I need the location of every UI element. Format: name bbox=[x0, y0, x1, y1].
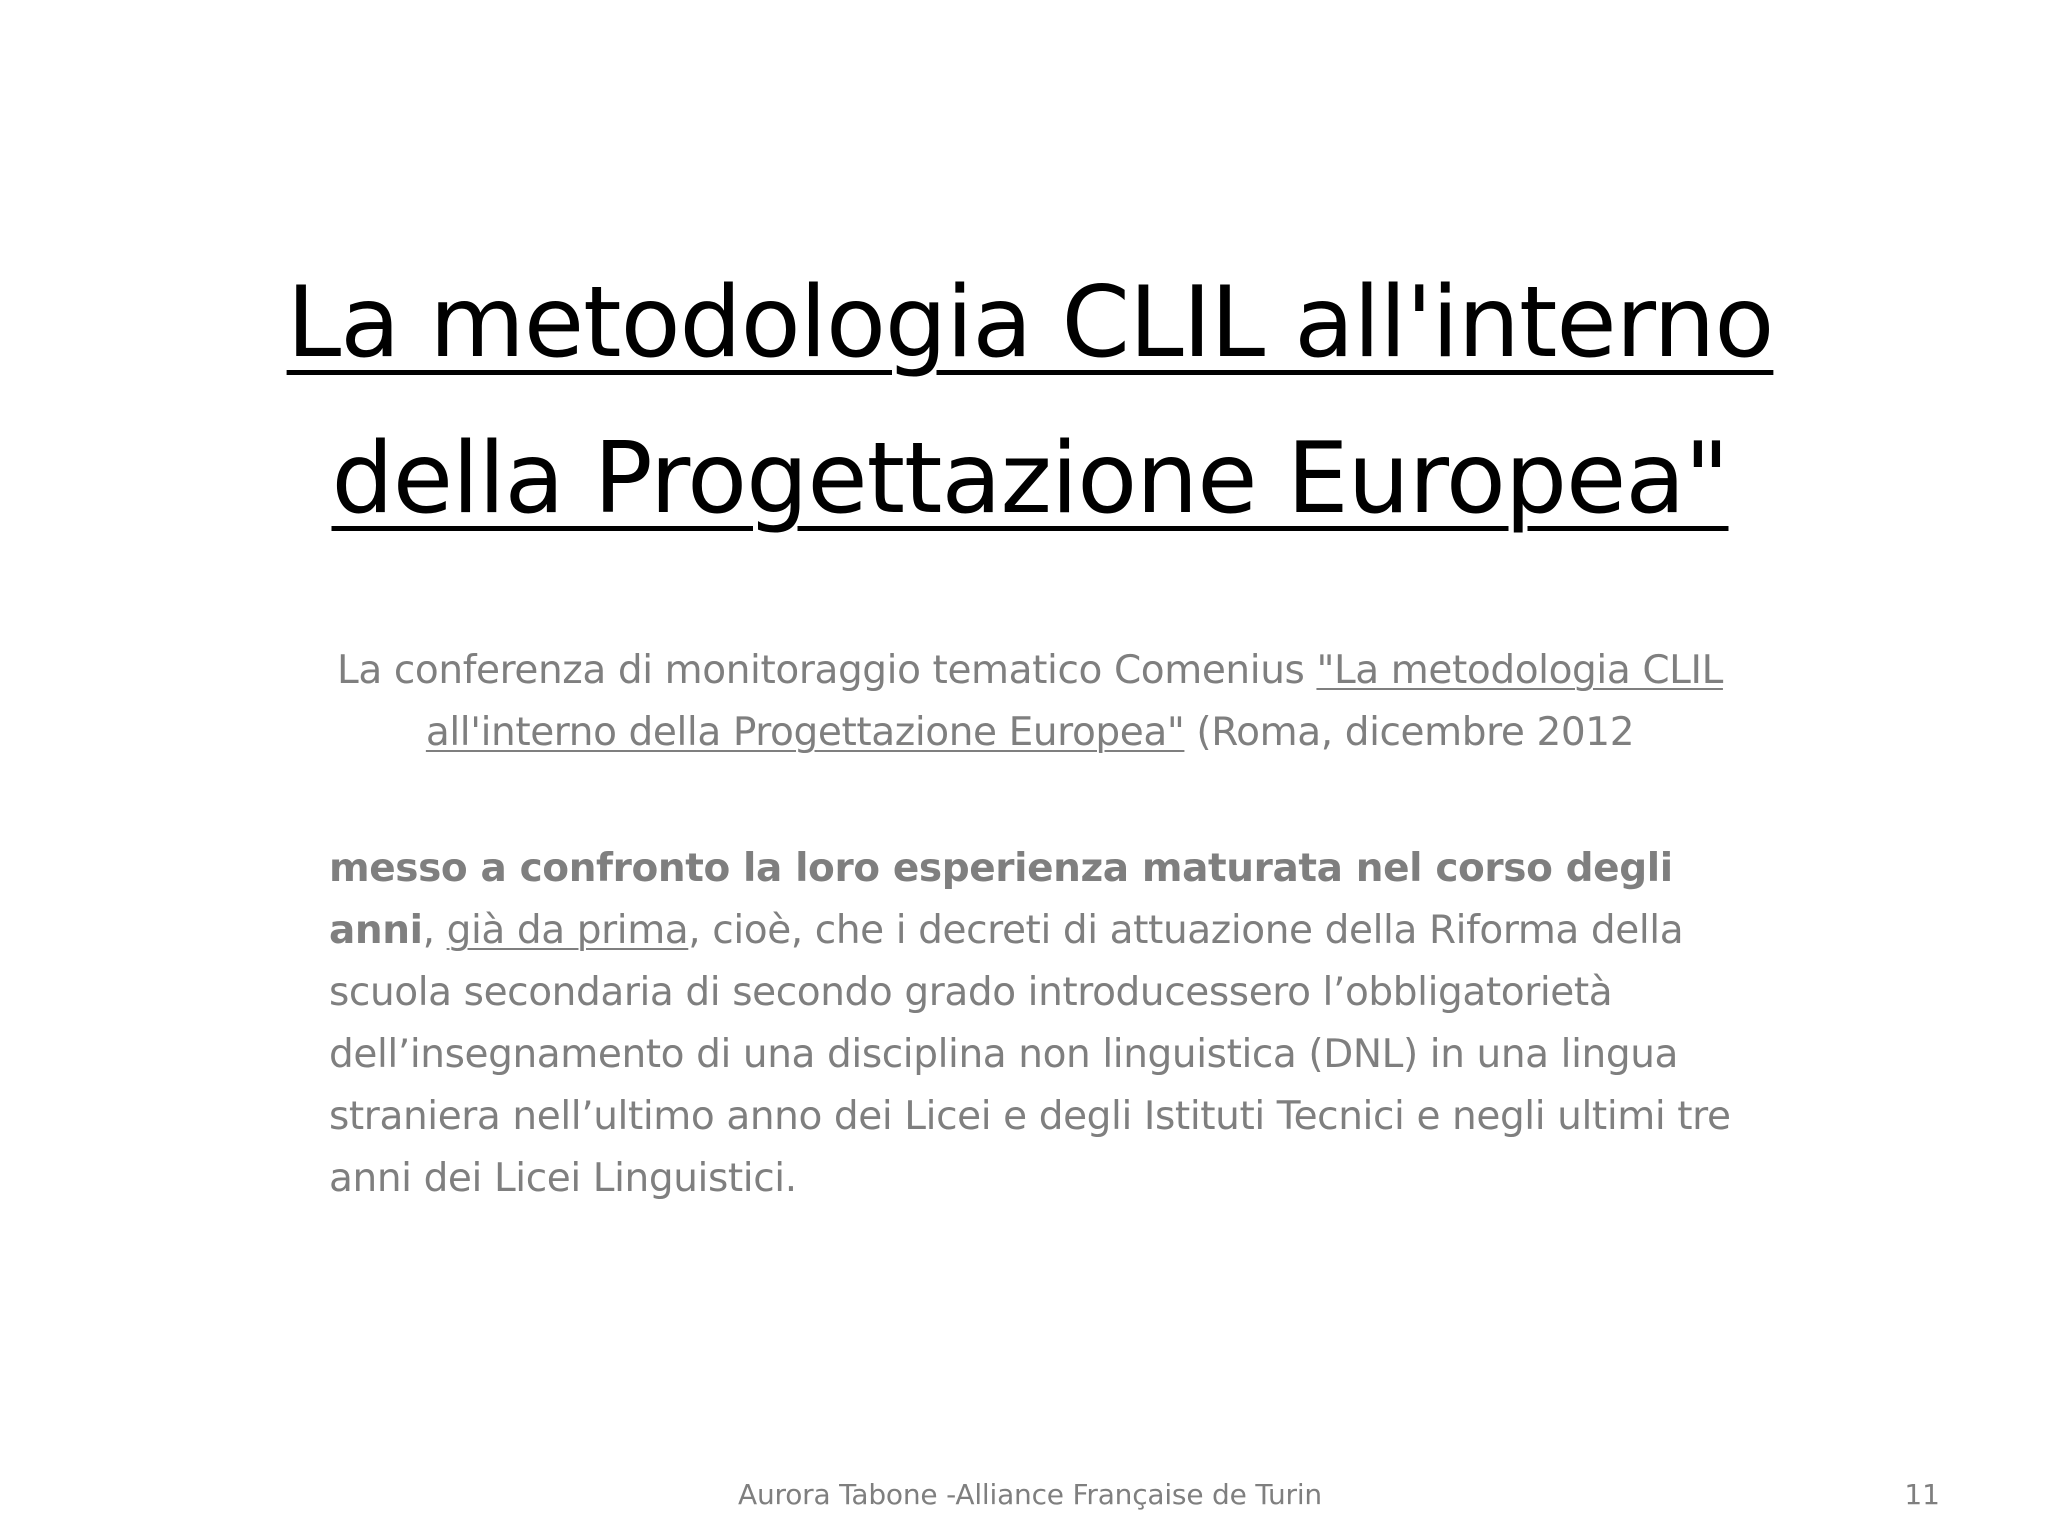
title-line-1: La metodologia CLIL all'interno bbox=[286, 266, 1774, 380]
page-number: 11 bbox=[1904, 1478, 1940, 1511]
intro-date: (Roma, dicembre 2012 bbox=[1184, 710, 1635, 755]
footer-author: Aurora Tabone -Alliance Française de Turin bbox=[738, 1478, 1322, 1511]
intro-paragraph bbox=[300, 640, 1760, 764]
title-line-2: della Progettazione Europea" bbox=[331, 422, 1729, 536]
body-bold-text: messo a confronto la loro esperienza maturata nel corso degli anni bbox=[329, 846, 1673, 953]
body-rest-text: , cioè, che i decreti di attuazione della Riforma della scuola secondaria di secondo grado introducessero l’obbligatorietà dell’insegnamento di una disciplina non linguistica (DNL) in una lingua straniera nell’ultimo anno dei Licei e degli Istituti Tecnici e negli ultimi tre anni dei Licei Linguistici. bbox=[329, 908, 1731, 1201]
conference-link[interactable]: "La metodologia CLIL all'interno della Progettazione Europea" bbox=[425, 648, 1723, 755]
slide-title bbox=[180, 245, 1880, 557]
gia-da-prima-link[interactable]: già da prima bbox=[446, 908, 689, 953]
intro-text: La conferenza di monitoraggio tematico Comenius bbox=[337, 648, 1317, 693]
body-paragraph bbox=[329, 838, 1759, 1210]
body-comma: , bbox=[422, 908, 447, 953]
